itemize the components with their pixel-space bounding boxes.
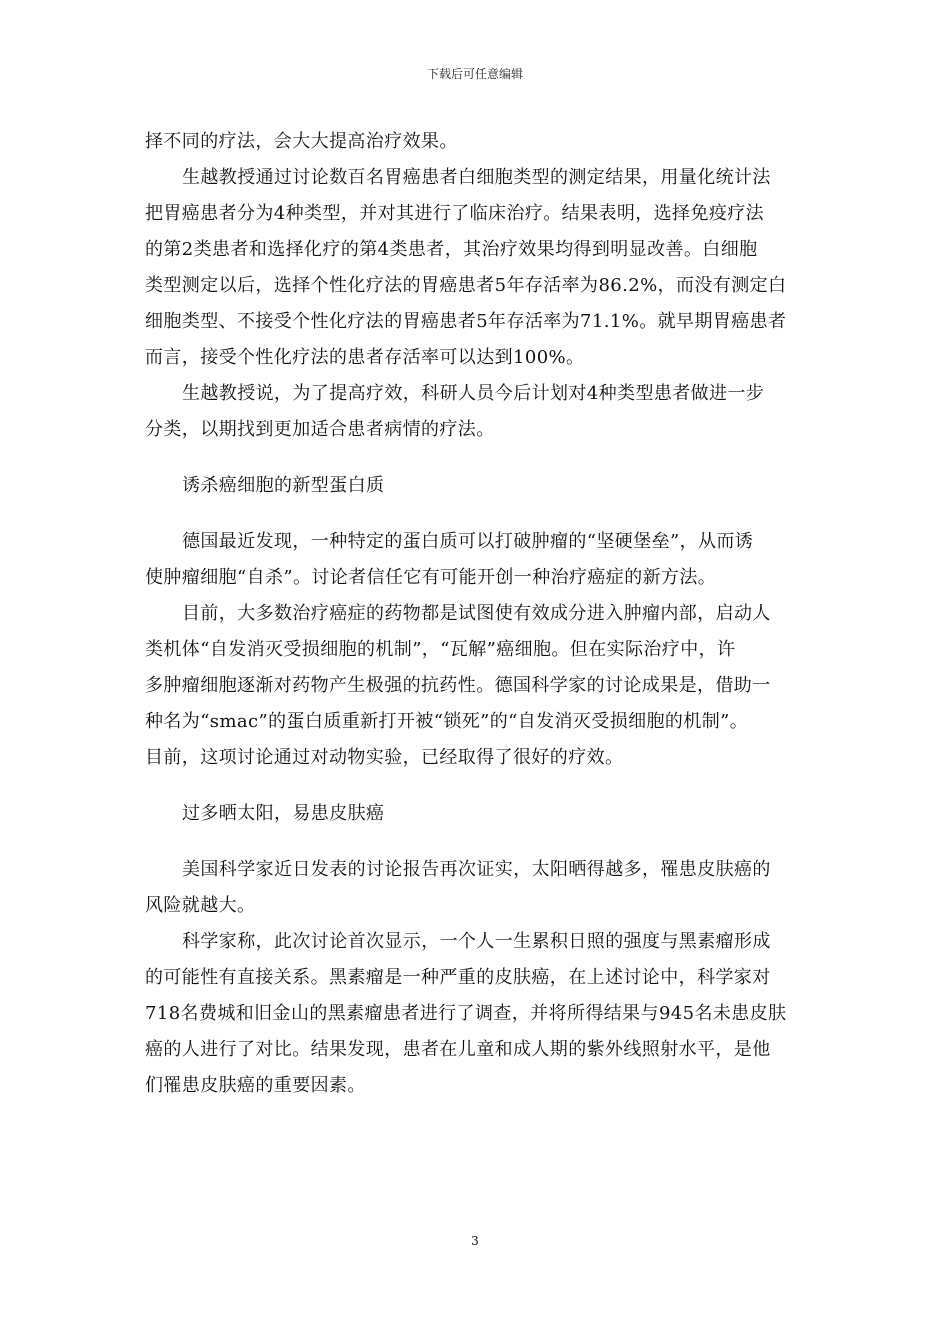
body-line: 风险就越大。: [145, 895, 256, 916]
body-line: 生越教授说，为了提高疗效，科研人员今后计划对4种类型患者做进一步: [182, 383, 765, 404]
body-line: 们罹患皮肤癌的重要因素。: [145, 1075, 366, 1096]
body-line: 使肿瘤细胞“自杀”。讨论者信任它有可能开创一种治疗癌症的新方法。: [145, 567, 717, 588]
body-line: 择不同的疗法，会大大提高治疗效果。: [145, 131, 458, 152]
page-number: 3: [471, 1234, 479, 1248]
section-heading: 过多晒太阳，易患皮肤癌: [182, 803, 385, 824]
body-line: 分类，以期找到更加适合患者病情的疗法。: [145, 419, 495, 440]
body-line: 多肿瘤细胞逐渐对药物产生极强的抗药性。德国科学家的讨论成果是，借助一: [145, 675, 771, 696]
body-line: 目前，这项讨论通过对动物实验，已经取得了很好的疗效。: [145, 747, 624, 768]
page-header: 下载后可任意编辑: [426, 67, 523, 81]
body-line: 718名费城和旧金山的黑素瘤患者进行了调查，并将所得结果与945名未患皮肤: [145, 1003, 787, 1024]
body-line: 类机体“自发消灭受损细胞的机制”，“瓦解”癌细胞。但在实际治疗中，许: [145, 639, 736, 660]
body-line: 癌的人进行了对比。结果发现，患者在儿童和成人期的紫外线照射水平，是他: [145, 1039, 771, 1060]
body-line: 种名为“smac”的蛋白质重新打开被“锁死”的“自发消灭受损细胞的机制”。: [145, 711, 749, 732]
body-line: 把胃癌患者分为4种类型，并对其进行了临床治疗。结果表明，选择免疫疗法: [145, 203, 765, 224]
body-line: 细胞类型、不接受个性化疗法的胃癌患者5年存活率为71.1%。就早期胃癌患者: [145, 311, 787, 332]
body-line: 的第2类患者和选择化疗的第4类患者，其治疗效果均得到明显改善。白细胞: [145, 239, 758, 260]
body-line: 德国最近发现，一种特定的蛋白质可以打破肿瘤的“坚硬堡垒”，从而诱: [182, 531, 754, 552]
body-line: 而言，接受个性化疗法的患者存活率可以达到100%。: [145, 347, 585, 368]
body-line: 美国科学家近日发表的讨论报告再次证实，太阳晒得越多，罹患皮肤癌的: [182, 859, 771, 880]
section-heading: 诱杀癌细胞的新型蛋白质: [182, 475, 385, 496]
body-line: 目前，大多数治疗癌症的药物都是试图使有效成分进入肿瘤内部，启动人: [182, 603, 771, 624]
document-body: [145, 124, 815, 1104]
body-line: 生越教授通过讨论数百名胃癌患者白细胞类型的测定结果，用量化统计法: [182, 167, 771, 188]
body-line: 的可能性有直接关系。黑素瘤是一种严重的皮肤癌，在上述讨论中，科学家对: [145, 967, 771, 988]
body-line: 类型测定以后，选择个性化疗法的胃癌患者5年存活率为86.2%，而没有测定白: [145, 275, 787, 296]
body-line: 科学家称，此次讨论首次显示，一个人一生累积日照的强度与黑素瘤形成: [182, 931, 771, 952]
